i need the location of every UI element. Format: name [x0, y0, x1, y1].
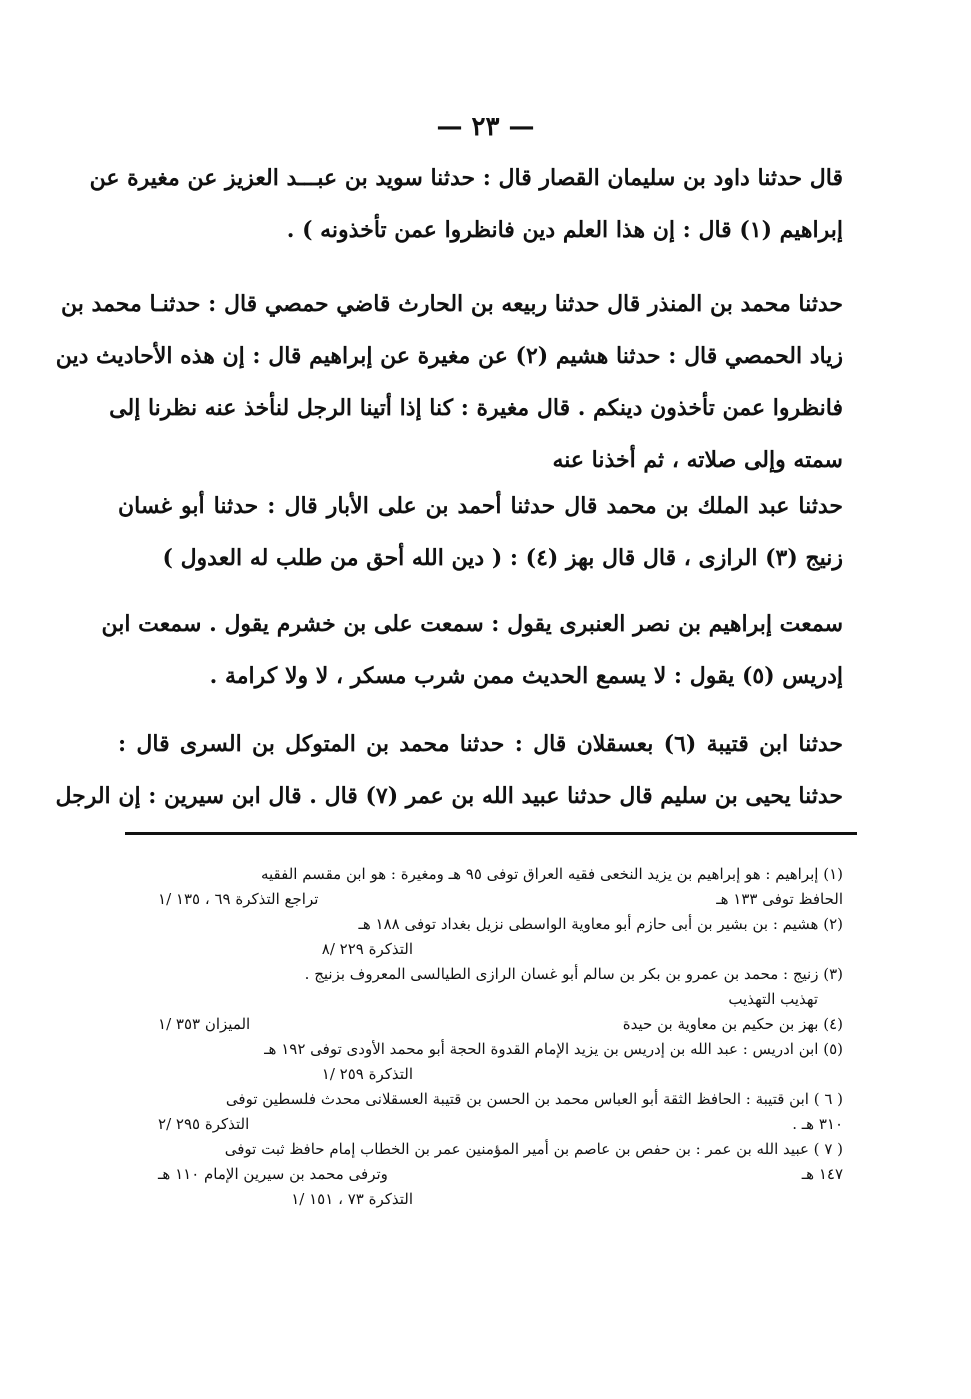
paragraph-line: إبراهيم (١) قال : إن هذا العلم دين فانظروا عمن تأخذونه ) .: [286, 217, 843, 243]
paragraph-line: حدثنا محمد بن المنذر قال حدثنا ربيعه بن الحارث قاضي حمصي قال : حدثنـا محمد بن: [61, 291, 843, 317]
paragraph-2: [55, 278, 843, 486]
footnote-1-continued: [118, 887, 843, 912]
paragraph-line: زياد الحمصي قال : حدثنا هشيم (٢) عن مغيرة عن إبراهيم قال : إن هذه الأحاديث دين: [55, 343, 843, 369]
footnote-text: الحافظ توفى ١٣٣ هـ: [716, 890, 843, 908]
footnote-reference: وترفى محمد بن سيرين الإمام ١١٠ هـ: [158, 1165, 388, 1183]
footnote-divider: [125, 832, 857, 835]
footnote-reference: تهذيب التهذيب: [728, 990, 818, 1008]
footnote-reference: الميزان ٣٥٣ /١: [158, 1015, 251, 1033]
footnote-reference: التذكرة ٧٣ ، ١٥١ /١: [291, 1190, 413, 1208]
footnote-2: (٢) هشيم : بن بشير بن أبى حازم أبو معاوية الواسطى نزيل بغداد توفى ١٨٨ هـ: [358, 915, 843, 933]
footnote-text: ٣١٠ هـ .: [792, 1115, 843, 1133]
footnote-6: ( ٦ ) ابن قتيبة : الحافظ الثقة أبو العباس محمد بن الحسن بن قتيبة العسقلانى محدث فلسطين توفى: [225, 1090, 843, 1108]
paragraph-line: حدثنا عبد الملك بن محمد قال حدثنا أحمد بن على الأبار قال : حدثنا أبو غسان: [118, 493, 843, 519]
paragraph-line: فانظروا عمن تأخذون دينكم . قال مغيرة : كنا إذا أتينا الرجل لنأخذ عنه نظرنا إلى: [109, 395, 843, 421]
paragraph-5: [55, 718, 843, 822]
footnote-3: (٣) زنيج : محمد بن عمرو بن بكر بن سالم أبو غسان الرازى الطيالسى المعروف بزنيج .: [304, 965, 843, 983]
footnote-reference: التذكرة ٢٩٥ /٢: [158, 1115, 250, 1133]
paragraph-line: سمعت إبراهيم بن نصر العنبرى يقول : سمعت على بن خشرم يقول . سمعت ابن: [101, 611, 843, 637]
footnote-text: ١٤٧ هـ: [801, 1165, 843, 1183]
footnote-6-continued: [118, 1112, 843, 1137]
paragraph-line: قال حدثنا داود بن سليمان القصار قال : حدثنا سويد بن عبـــد العزيز عن مغيرة عن: [89, 165, 843, 191]
footnote-text: (٤) بهز بن حكيم بن معاوية بن حيدة: [622, 1015, 843, 1033]
footnote-reference: التذكرة ٢٢٩ /٨: [321, 940, 413, 958]
paragraph-4: [101, 598, 843, 702]
paragraph-3: [118, 480, 843, 584]
footnote-4: [118, 1012, 843, 1037]
footnote-7-continued: [118, 1162, 843, 1187]
paragraph-line: سمته وإلى صلاته ، ثم أخذنا عنه: [552, 447, 843, 473]
page-number: — ٢٣ —: [436, 112, 535, 142]
paragraph-line: حدثنا يحيى بن سليم قال حدثنا عبيد الله بن عمر (٧) قال . قال ابن سيرين : إن الرجل: [55, 783, 843, 809]
paragraph-line: زنيج (٣) الرازى ، قال قال بهز (٤) : ( دين الله أحق من طلب له العدول ): [162, 545, 843, 571]
paragraph-1: [89, 152, 843, 256]
footnote-1: (١) إبراهيم : هو إبراهيم بن يزيد النخعى فقيه العراق توفى ٩٥ هـ ومغيرة : هو ابن مقسم الفقيه: [260, 865, 843, 883]
footnote-5: (٥) ابن ادريس : عبد الله بن إدريس بن يزيد الإمام القدوة الحجة أبو محمد الأودى توفى ١٩٢ هـ: [264, 1040, 843, 1058]
footnote-7: ( ٧ ) عبيد الله بن عمر : بن حفص بن عاصم بن أمير المؤمنين عمر بن الخطاب إمام حافظ ثبت توفى: [224, 1140, 843, 1158]
footnote-reference: تراجع التذكرة ٦٩ ، ١٣٥ /١: [158, 890, 319, 908]
footnote-reference: التذكرة ٢٥٩ /١: [321, 1065, 413, 1083]
footnotes: [118, 862, 843, 1212]
paragraph-line: إدريس (٥) يقول : لا يسمع الحديث ممن شرب مسكر ، لا ولا كرامة .: [209, 663, 843, 689]
paragraph-line: حدثنا ابن قتيبة (٦) بعسقلان قال : حدثنا محمد بن المتوكل بن السرى قال :: [118, 731, 843, 757]
